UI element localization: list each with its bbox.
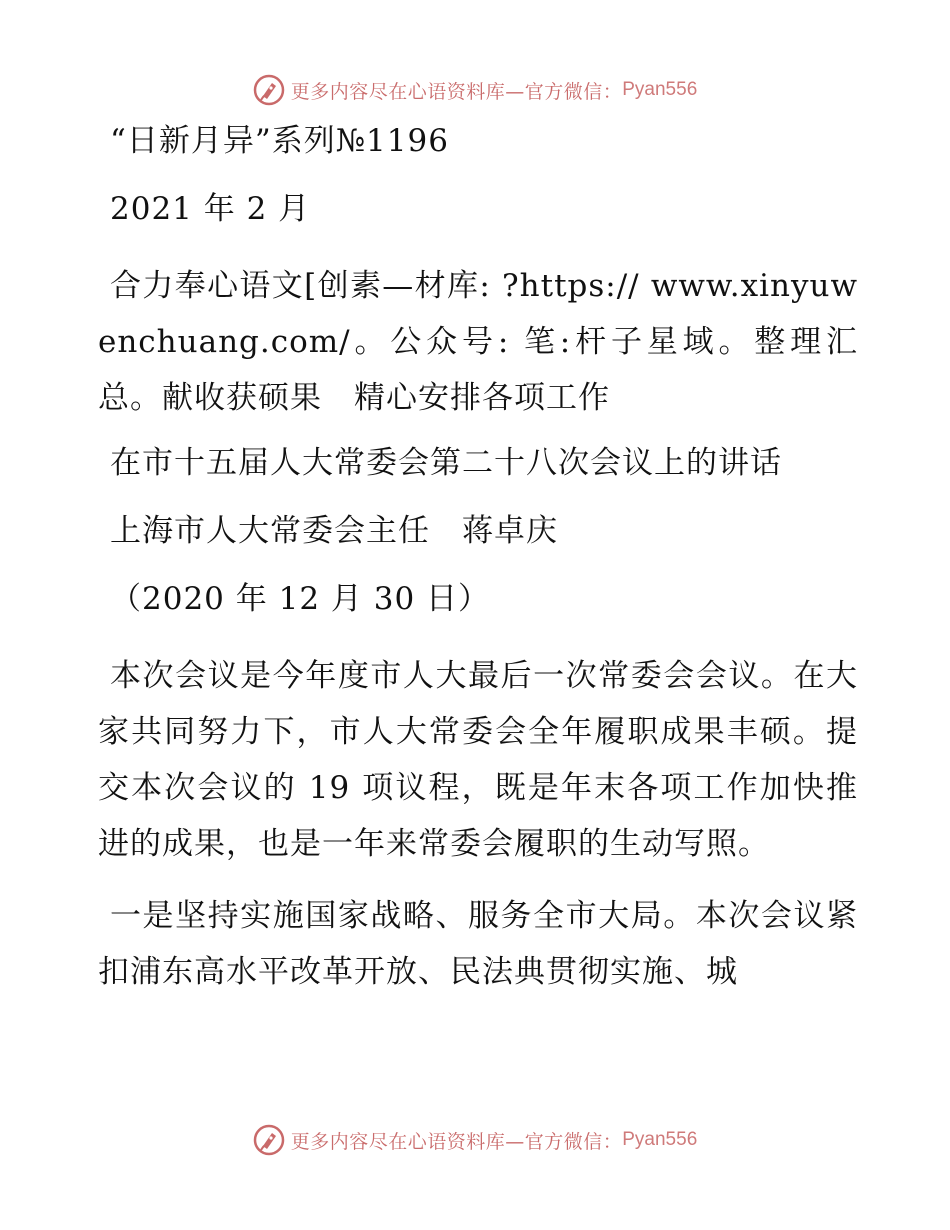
document-body xyxy=(98,122,858,1000)
source-paragraph: 合力奉心语文[创素—材库: ?https:// www.xinyuwenchuang.com/。公众号: 笔:杆子星域。整理汇总。献收获硕果 精心安排各项工作 xyxy=(98,268,858,416)
date-line: 2021 年 2 月 xyxy=(110,191,311,227)
speech-date: （2020 年 12 月 30 日） xyxy=(110,581,491,617)
body-paragraph-2: 一是坚持实施国家战略、服务全市大局。本次会议紧扣浦东高水平改革开放、民法典贯彻实施、城 xyxy=(98,898,858,990)
watermark-footer xyxy=(0,1120,950,1160)
watermark-wechat-id: Pyan556 xyxy=(622,1129,698,1150)
watermark-text: 更多内容尽在心语资料库—官方微信： xyxy=(290,1130,623,1153)
watermark-text: 更多内容尽在心语资料库—官方微信： xyxy=(290,80,623,103)
series-line: “日新月异”系列№1196 xyxy=(110,123,449,159)
pen-nib-logo-icon xyxy=(253,74,285,106)
pen-nib-logo-icon xyxy=(253,1124,285,1156)
speaker-line: 上海市人大常委会主任 蒋卓庆 xyxy=(110,513,558,549)
watermark-wechat-id: Pyan556 xyxy=(622,79,698,100)
speech-title: 在市十五届人大常委会第二十八次会议上的讲话 xyxy=(110,445,782,481)
body-paragraph-1: 本次会议是今年度市人大最后一次常委会会议。在大家共同努力下，市人大常委会全年履职成果丰硕。提交本次会议的 19 项议程，既是年末各项工作加快推进的成果，也是一年来常委会履职的生动写照。 xyxy=(98,658,858,862)
watermark-header xyxy=(0,70,950,110)
